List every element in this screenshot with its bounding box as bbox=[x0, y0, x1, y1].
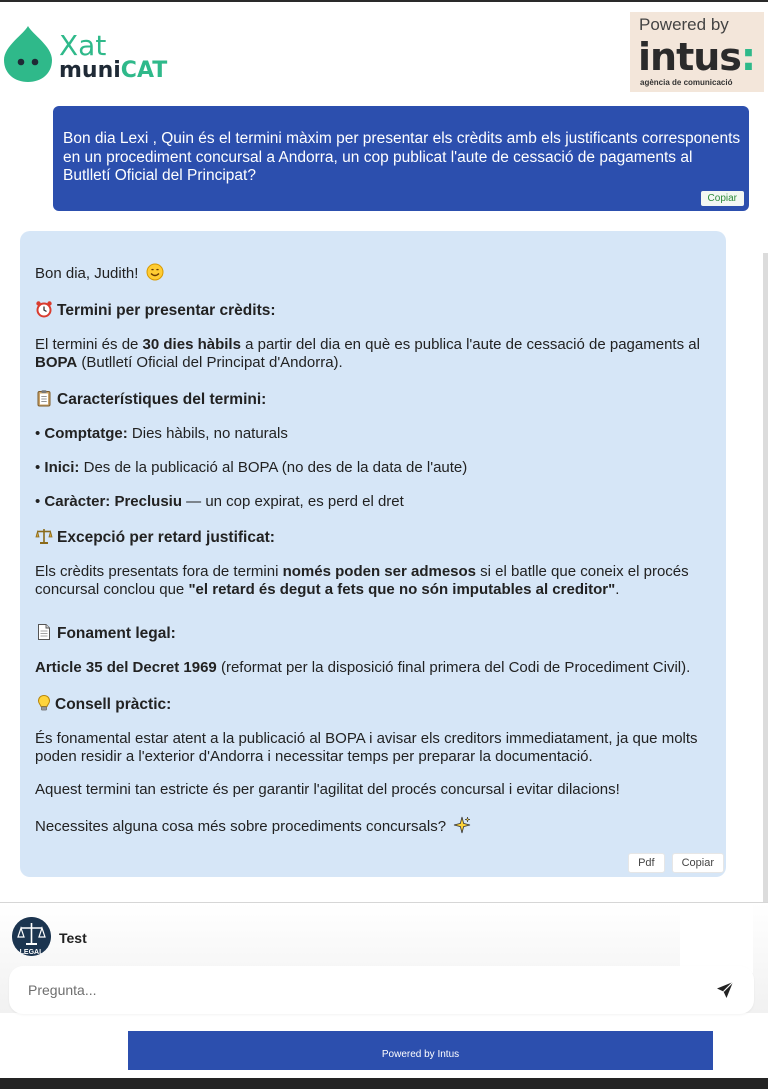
bot-message-content bbox=[35, 263, 715, 836]
pdf-button[interactable]: Pdf bbox=[628, 853, 665, 873]
chat-scrollbar[interactable] bbox=[763, 253, 768, 988]
logo-text-xat: Xat bbox=[59, 29, 107, 62]
paragraph-agilitat: Aquest termini tan estricte és per garantir l'agilitat del procés concursal i evitar dilacions! bbox=[35, 781, 620, 798]
user-message-text: Bon dia Lexi , Quin és el termini màxim per presentar els crèdits amb els justificants corresponents en un procediment concursal a Andorra, un cop publicat l'aute de cessació de pagaments al Butlletí Oficial del Principat? bbox=[63, 130, 741, 184]
current-user-name: Test bbox=[59, 930, 87, 946]
section-heading-fonament: Fonament legal: bbox=[35, 623, 715, 643]
smile-icon bbox=[146, 263, 164, 281]
paragraph-excepcio: Els crèdits presentats fora de termini només poden ser admesos si el batlle que coneix el procés concursal conclou que "el retard és degut a fets que no són imputables al creditor". bbox=[35, 563, 689, 598]
lightbulb-icon bbox=[35, 694, 53, 712]
send-icon bbox=[715, 980, 735, 1000]
section-heading-consell: Consell pràctic: bbox=[35, 694, 715, 714]
avatar[interactable] bbox=[12, 917, 51, 956]
copy-bot-message-button[interactable]: Copiar bbox=[672, 853, 724, 873]
user-message-bubble bbox=[53, 106, 749, 211]
page-icon bbox=[35, 623, 53, 641]
paragraph-fonament: Article 35 del Decret 1969 (reformat per la disposició final primera del Codi de Procediment Civil). bbox=[35, 659, 691, 676]
list-item: • Caràcter: Preclusiu — un cop expirat, es perd el dret bbox=[35, 493, 404, 510]
clipboard-icon bbox=[35, 389, 53, 407]
side-panel bbox=[680, 903, 753, 973]
scales-icon bbox=[35, 527, 53, 545]
powered-by-label: Powered by bbox=[639, 15, 729, 34]
section-heading-excepcio: Excepció per retard justificat: bbox=[35, 527, 715, 547]
intus-logo: intus: bbox=[638, 35, 756, 79]
section-heading-termini: Termini per presentar crèdits: bbox=[35, 300, 715, 320]
intus-badge[interactable] bbox=[630, 12, 764, 92]
chat-area[interactable] bbox=[0, 98, 768, 902]
bot-message-bubble bbox=[20, 231, 726, 877]
paragraph-termini: El termini és de 30 dies hàbils a partir del dia en què es publica l'aute de cessació de pagaments al BOPA (Butlletí Oficial del Principat d'Andorra). bbox=[35, 336, 700, 371]
greeting-line: Bon dia, Judith! bbox=[35, 263, 715, 283]
svg-text:LEGAL: LEGAL bbox=[19, 949, 44, 956]
list-item: • Inici: Des de la publicació al BOPA (no des de la data de l'aute) bbox=[35, 459, 468, 476]
app-header bbox=[0, 2, 768, 98]
question-input-container bbox=[9, 966, 754, 1014]
list-item: • Comptatge: Dies hàbils, no naturals bbox=[35, 425, 288, 442]
xatmunicat-logo[interactable] bbox=[2, 24, 178, 90]
bot-message-actions bbox=[628, 853, 724, 873]
question-input[interactable] bbox=[9, 966, 689, 1014]
copy-user-message-button[interactable]: Copiar bbox=[701, 191, 744, 206]
paragraph-consell: És fonamental estar atent a la publicació al BOPA i avisar els creditors immediatament, ja que molts poden residir a l'exterior d'Andorra i necessitar temps per preparar la documentació. bbox=[35, 730, 698, 765]
intus-subtitle: agència de comunicació bbox=[640, 78, 733, 87]
sparkles-icon bbox=[453, 816, 471, 834]
legal-scales-avatar-icon bbox=[12, 917, 51, 956]
send-button[interactable] bbox=[709, 978, 741, 1002]
closing-question: Necessites alguna cosa més sobre procediments concursals? bbox=[35, 816, 715, 836]
logo-text-municat: muniCAT bbox=[59, 58, 168, 83]
window-bottom-strip bbox=[0, 1078, 768, 1089]
powered-by-footer[interactable]: Powered by Intus bbox=[128, 1031, 713, 1070]
section-heading-caracteristiques: Característiques del termini: bbox=[35, 389, 715, 409]
logo-drop-icon bbox=[2, 24, 54, 84]
alarm-clock-icon bbox=[35, 300, 53, 318]
